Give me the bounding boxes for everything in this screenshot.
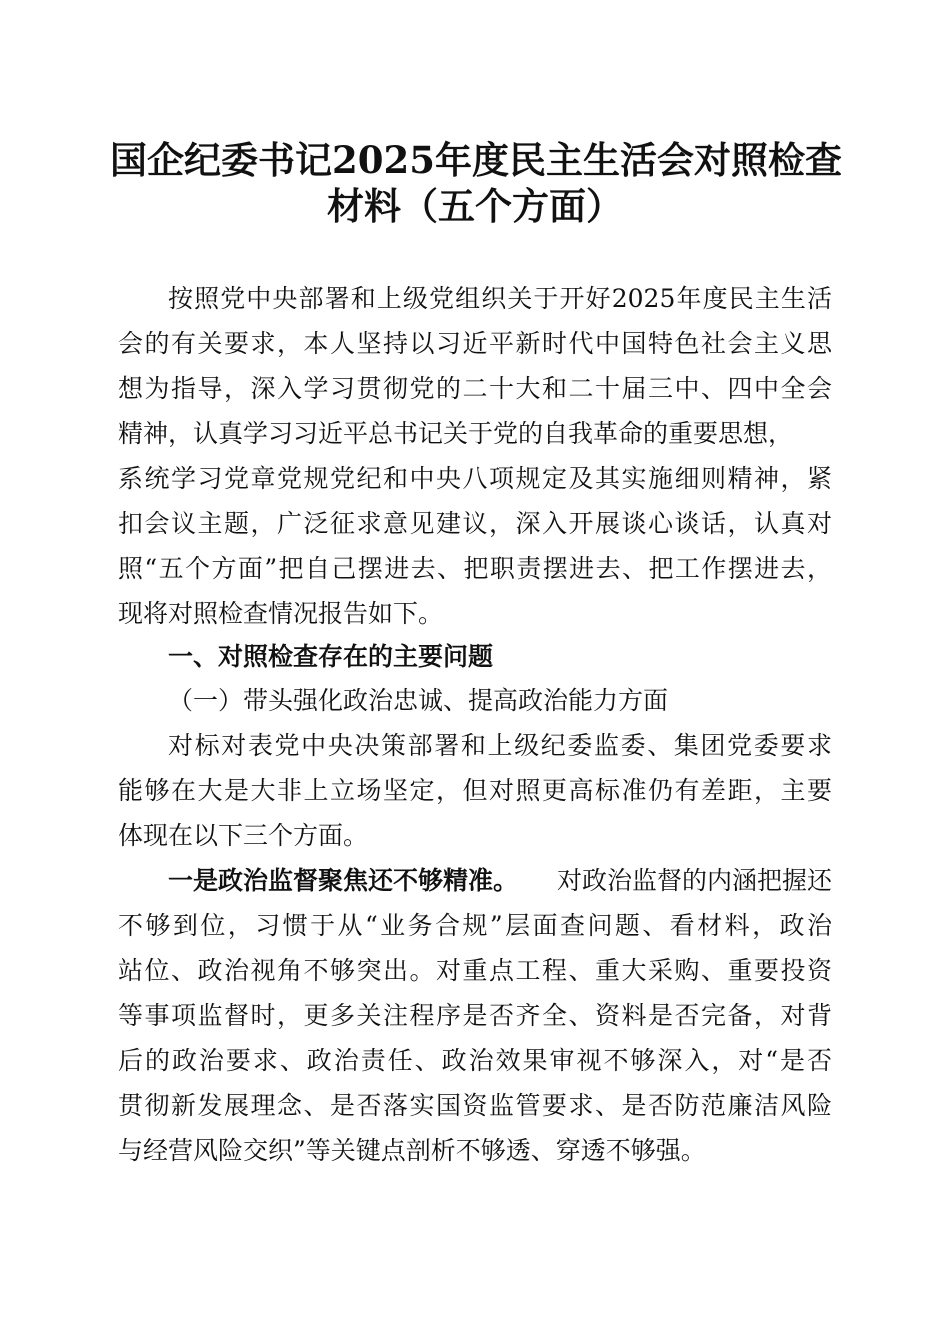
intro-line: 精神，认真学习习近平总书记关于党的自我革命的重要思想， (118, 419, 794, 448)
intro-line: 照“五个方面”把自己摆进去、把职责摆进去、把工作摆进去， (118, 554, 832, 583)
paragraph-line: 与经营风险交织”等关键点剖析不够透、穿透不够强。 (118, 1136, 706, 1165)
intro-line: 按照党中央部署和上级党组织关于开好2025年度民主生活 (168, 284, 832, 313)
paragraph-line: 体现在以下三个方面。 (118, 821, 369, 850)
point-lead: 一是政治监督聚焦还不够精准。 (168, 866, 519, 895)
paragraph-line (168, 866, 832, 896)
paragraph-line: 不够到位，习惯于从“业务合规”层面查问题、看材料，政治 (118, 911, 832, 940)
intro-line: 系统学习党章党规党纪和中央八项规定及其实施细则精神，紧 (118, 464, 832, 493)
subsection-heading: （一）带头强化政治忠诚、提高政治能力方面 (168, 686, 669, 715)
paragraph-line: 站位、政治视角不够突出。对重点工程、重大采购、重要投资 (118, 956, 832, 985)
intro-line: 扣会议主题，广泛征求意见建议，深入开展谈心谈话，认真对 (118, 509, 832, 538)
paragraph-line: 后的政治要求、政治责任、政治效果审视不够深入，对“是否 (118, 1046, 832, 1075)
paragraph-line: 对标对表党中央决策部署和上级纪委监委、集团党委要求 (168, 731, 832, 760)
paragraph-line: 能够在大是大非上立场坚定，但对照更高标准仍有差距，主要 (118, 776, 832, 805)
document-title-line-1: 国企纪委书记2025年度民主生活会对照检查 (110, 138, 842, 182)
paragraph-line: 等事项监督时，更多关注程序是否齐全、资料是否完备，对背 (118, 1001, 832, 1030)
document-title-line-2: 材料（五个方面） (327, 184, 623, 228)
intro-line: 想为指导，深入学习贯彻党的二十大和二十届三中、四中全会 (118, 374, 832, 403)
section-heading: 一、对照检查存在的主要问题 (168, 642, 494, 671)
intro-line: 现将对照检查情况报告如下。 (118, 599, 444, 628)
paragraph-text: 对政治监督的内涵把握还 (556, 866, 832, 895)
paragraph-line: 贯彻新发展理念、是否落实国资监管要求、是否防范廉洁风险 (118, 1091, 832, 1120)
intro-line: 会的有关要求，本人坚持以习近平新时代中国特色社会主义思 (118, 329, 832, 358)
